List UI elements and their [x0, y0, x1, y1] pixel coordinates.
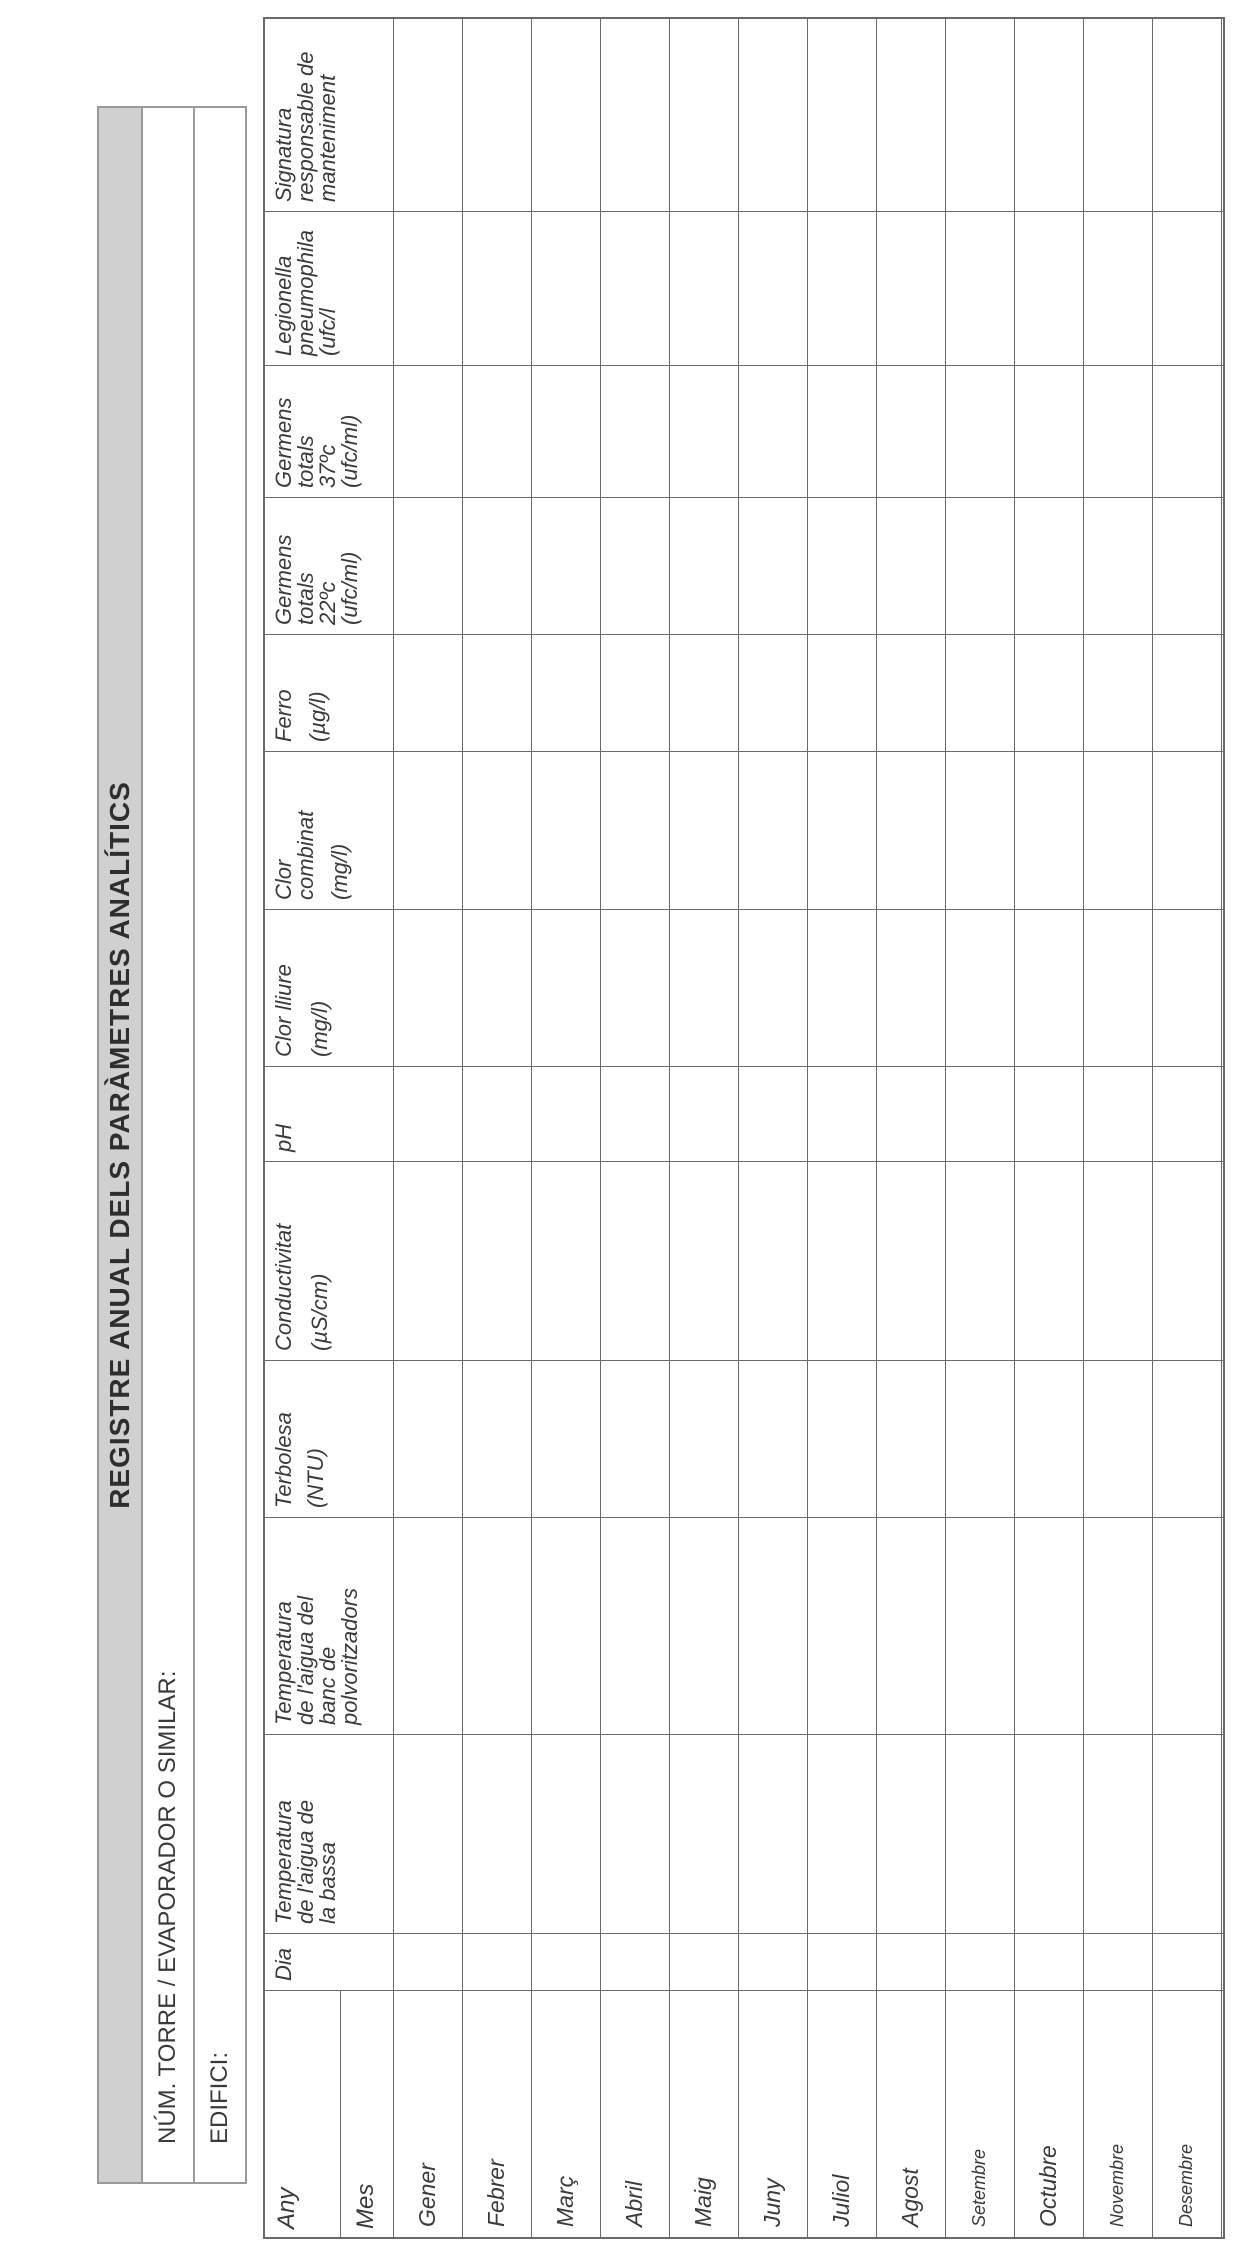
table-cell[interactable]	[739, 1518, 807, 1734]
table-cell[interactable]	[463, 1067, 531, 1161]
table-cell[interactable]	[601, 1162, 669, 1360]
table-cell[interactable]	[601, 498, 669, 634]
col-header-day: Dia	[271, 1947, 296, 1981]
table-cell[interactable]	[601, 1735, 669, 1933]
table-cell[interactable]	[532, 1934, 600, 1990]
table-cell[interactable]	[463, 752, 531, 909]
table-cell[interactable]	[463, 1162, 531, 1360]
table-cell[interactable]	[601, 1361, 669, 1517]
table-cell[interactable]	[946, 1361, 1014, 1517]
table-cell[interactable]	[463, 635, 531, 751]
table-cell[interactable]	[808, 1934, 876, 1990]
table-cell[interactable]	[1153, 1361, 1221, 1517]
table-cell[interactable]	[1153, 1067, 1221, 1161]
table-cell[interactable]	[463, 1518, 531, 1734]
table-cell[interactable]	[808, 1067, 876, 1161]
month-row-label: Setembre	[968, 2148, 989, 2227]
table-cell[interactable]	[394, 1735, 462, 1933]
table-cell[interactable]	[808, 910, 876, 1066]
table-cell[interactable]	[946, 910, 1014, 1066]
table-cell[interactable]	[1153, 498, 1221, 634]
table-cell[interactable]	[463, 212, 531, 365]
col-header-free-chlorine: Clor lliure (mg/l)	[271, 964, 332, 1057]
table-cell[interactable]	[1015, 910, 1083, 1066]
month-row-label: Agost	[897, 2168, 923, 2227]
table-cell[interactable]	[877, 910, 945, 1066]
year-column-header: Any	[273, 2187, 300, 2229]
table-cell[interactable]	[946, 1067, 1014, 1161]
table-cell[interactable]	[1153, 635, 1221, 751]
table-cell[interactable]	[532, 910, 600, 1066]
table-cell[interactable]	[946, 1934, 1014, 1990]
col-header-conductivity: Conductivitat (µS/cm)	[271, 1223, 332, 1351]
table-cell[interactable]	[670, 366, 738, 497]
table-cell[interactable]	[808, 752, 876, 909]
col-header-combined-chlorine: Clor combinat (mg/l)	[271, 810, 352, 900]
table-cell[interactable]	[601, 19, 669, 211]
table-cell[interactable]	[1153, 1735, 1221, 1933]
table-cell[interactable]	[670, 1934, 738, 1990]
table-cell[interactable]	[808, 366, 876, 497]
table-cell[interactable]	[670, 1361, 738, 1517]
table-cell[interactable]	[739, 635, 807, 751]
table-cell[interactable]	[1015, 366, 1083, 497]
table-cell[interactable]	[1153, 752, 1221, 909]
grid-hline	[340, 1991, 341, 2239]
table-cell[interactable]	[670, 1067, 738, 1161]
table-cell[interactable]	[463, 366, 531, 497]
table-cell[interactable]	[394, 212, 462, 365]
table-cell[interactable]	[739, 366, 807, 497]
table-cell[interactable]	[394, 1162, 462, 1360]
table-cell[interactable]	[463, 1361, 531, 1517]
table-cell[interactable]	[532, 752, 600, 909]
col-header-germs-22c: Germens totals 22ºc (ufc/ml)	[271, 534, 362, 625]
table-cell[interactable]	[532, 1518, 600, 1734]
table-cell[interactable]	[601, 1934, 669, 1990]
table-cell[interactable]	[601, 752, 669, 909]
table-cell[interactable]	[1153, 1518, 1221, 1734]
col-header-pool-water-temp: Temperatura de l'aigua de la bassa	[271, 1799, 340, 1924]
table-cell[interactable]	[808, 498, 876, 634]
month-row-label: Juny	[759, 2178, 785, 2227]
table-cell[interactable]	[601, 635, 669, 751]
table-cell[interactable]	[601, 366, 669, 497]
col-header-ph: pH	[271, 1123, 296, 1152]
col-header-iron: Ferro (µg/l)	[271, 689, 330, 742]
table-cell[interactable]	[394, 635, 462, 751]
table-cell[interactable]	[1084, 1162, 1152, 1360]
table-cell[interactable]	[394, 1361, 462, 1517]
month-row-label: Desembre	[1175, 2143, 1196, 2227]
table-cell[interactable]	[1015, 19, 1083, 211]
table-cell[interactable]	[877, 212, 945, 365]
table-cell[interactable]	[463, 19, 531, 211]
table-cell[interactable]	[1084, 1361, 1152, 1517]
table-cell[interactable]	[1015, 752, 1083, 909]
grid-vline	[263, 2237, 1225, 2239]
table-cell[interactable]	[1015, 1518, 1083, 1734]
month-row-label: Febrer	[483, 2159, 509, 2227]
table-cell[interactable]	[1015, 1934, 1083, 1990]
table-cell[interactable]	[808, 1518, 876, 1734]
table-cell[interactable]	[1084, 910, 1152, 1066]
form-title: REGISTRE ANUAL DELS PARÀMETRES ANALÍTICS	[99, 108, 143, 2182]
table-cell[interactable]	[670, 1518, 738, 1734]
table-cell[interactable]	[808, 19, 876, 211]
grid-bottom-border	[1223, 19, 1225, 2239]
table-cell[interactable]	[463, 498, 531, 634]
table-cell[interactable]	[877, 366, 945, 497]
table-cell[interactable]	[1015, 212, 1083, 365]
table-cell[interactable]	[1015, 498, 1083, 634]
table-cell[interactable]	[877, 1518, 945, 1734]
month-row-label: Abril	[621, 2180, 647, 2227]
table-cell[interactable]	[601, 1067, 669, 1161]
table-cell[interactable]	[670, 752, 738, 909]
month-column-header: Mes	[352, 2183, 379, 2229]
col-header-legionella: Legionella pneumophila (ufc/l	[271, 230, 340, 356]
table-cell[interactable]	[601, 910, 669, 1066]
table-cell[interactable]	[739, 1361, 807, 1517]
table-cell[interactable]	[739, 1735, 807, 1933]
table-cell[interactable]	[394, 498, 462, 634]
table-cell[interactable]	[1015, 1067, 1083, 1161]
table-cell[interactable]	[532, 635, 600, 751]
table-cell[interactable]	[463, 910, 531, 1066]
table-cell[interactable]	[946, 19, 1014, 211]
grid-vline	[263, 1990, 1225, 1991]
table-cell[interactable]	[877, 498, 945, 634]
col-header-turbidity: Terbolesa (NTU)	[271, 1412, 328, 1508]
grid-hline	[263, 19, 265, 2239]
table-cell[interactable]	[1084, 366, 1152, 497]
table-cell[interactable]	[739, 1067, 807, 1161]
table-cell[interactable]	[739, 212, 807, 365]
month-row-label: Gener	[414, 2163, 440, 2227]
form-header	[97, 106, 247, 2184]
table-cell[interactable]	[877, 1361, 945, 1517]
table-cell[interactable]	[394, 1067, 462, 1161]
table-cell[interactable]	[1015, 1361, 1083, 1517]
table-cell[interactable]	[532, 1735, 600, 1933]
table-cell[interactable]	[808, 1162, 876, 1360]
table-cell[interactable]	[739, 910, 807, 1066]
table-cell[interactable]	[463, 1735, 531, 1933]
table-cell[interactable]	[1084, 1934, 1152, 1990]
table-cell[interactable]	[877, 1735, 945, 1933]
table-cell[interactable]	[808, 1735, 876, 1933]
table-cell[interactable]	[1084, 635, 1152, 751]
table-cell[interactable]	[670, 1735, 738, 1933]
table-cell[interactable]	[1153, 212, 1221, 365]
table-cell[interactable]	[946, 366, 1014, 497]
table-cell[interactable]	[877, 19, 945, 211]
table-cell[interactable]	[808, 635, 876, 751]
table-cell[interactable]	[532, 498, 600, 634]
table-cell[interactable]	[670, 212, 738, 365]
table-cell[interactable]	[532, 212, 600, 365]
table-cell[interactable]	[808, 1361, 876, 1517]
col-header-germs-37c: Germens totals 37ºc (ufc/ml)	[271, 397, 362, 488]
table-cell[interactable]	[394, 1518, 462, 1734]
month-row-label: Juliol	[828, 2174, 854, 2227]
table-cell[interactable]	[601, 1518, 669, 1734]
table-cell[interactable]	[946, 752, 1014, 909]
table-cell[interactable]	[670, 19, 738, 211]
table-cell[interactable]	[946, 212, 1014, 365]
table-cell[interactable]	[601, 212, 669, 365]
table-cell[interactable]	[670, 1162, 738, 1360]
table-cell[interactable]	[1084, 1735, 1152, 1933]
col-header-maintenance-signature: Signatura responsable de manteniment	[271, 51, 340, 202]
table-cell[interactable]	[1084, 19, 1152, 211]
table-cell[interactable]	[1015, 1735, 1083, 1933]
table-cell[interactable]	[877, 1067, 945, 1161]
table-cell[interactable]	[532, 19, 600, 211]
table-cell[interactable]	[670, 498, 738, 634]
table-cell[interactable]	[946, 1518, 1014, 1734]
table-cell[interactable]	[532, 1067, 600, 1161]
table-cell[interactable]	[739, 1934, 807, 1990]
table-cell[interactable]	[739, 19, 807, 211]
table-cell[interactable]	[739, 498, 807, 634]
table-cell[interactable]	[394, 910, 462, 1066]
table-cell[interactable]	[1084, 498, 1152, 634]
table-cell[interactable]	[946, 498, 1014, 634]
table-cell[interactable]	[1084, 1067, 1152, 1161]
table-cell[interactable]	[739, 752, 807, 909]
table-cell[interactable]	[394, 1934, 462, 1990]
table-cell[interactable]	[394, 366, 462, 497]
table-cell[interactable]	[1153, 1934, 1221, 1990]
table-cell[interactable]	[1084, 752, 1152, 909]
table-cell[interactable]	[808, 212, 876, 365]
table-cell[interactable]	[1153, 1162, 1221, 1360]
table-cell[interactable]	[946, 635, 1014, 751]
tower-field-label: NÚM. TORRE / EVAPORADOR O SIMILAR:	[143, 108, 195, 2182]
table-cell[interactable]	[1153, 366, 1221, 497]
table-cell[interactable]	[1084, 212, 1152, 365]
table-cell[interactable]	[532, 1361, 600, 1517]
table-cell[interactable]	[394, 752, 462, 909]
table-cell[interactable]	[1015, 1162, 1083, 1360]
table-cell[interactable]	[394, 19, 462, 211]
table-cell[interactable]	[877, 1934, 945, 1990]
table-cell[interactable]	[877, 1162, 945, 1360]
table-cell[interactable]	[1153, 910, 1221, 1066]
grid-hline	[1221, 19, 1222, 2239]
table-cell[interactable]	[670, 910, 738, 1066]
table-cell[interactable]	[532, 1162, 600, 1360]
building-field-label: EDIFICI:	[195, 108, 247, 2182]
table-cell[interactable]	[463, 1934, 531, 1990]
table-cell[interactable]	[1015, 635, 1083, 751]
month-row-label: Octubre	[1035, 2145, 1061, 2227]
table-cell[interactable]	[877, 752, 945, 909]
month-row-label: Març	[552, 2175, 578, 2227]
col-header-spray-water-temp: Temperatura de l'aigua del banc de polvoritzadors	[271, 1588, 362, 1725]
parameters-table	[263, 19, 1225, 2239]
month-row-label: Maig	[690, 2177, 716, 2227]
table-cell[interactable]	[946, 1162, 1014, 1360]
table-cell[interactable]	[1084, 1518, 1152, 1734]
table-cell[interactable]	[532, 366, 600, 497]
month-row-label: Novembre	[1106, 2143, 1127, 2227]
table-cell[interactable]	[946, 1735, 1014, 1933]
table-cell[interactable]	[1153, 19, 1221, 211]
table-cell[interactable]	[739, 1162, 807, 1360]
table-cell[interactable]	[670, 635, 738, 751]
table-cell[interactable]	[877, 635, 945, 751]
